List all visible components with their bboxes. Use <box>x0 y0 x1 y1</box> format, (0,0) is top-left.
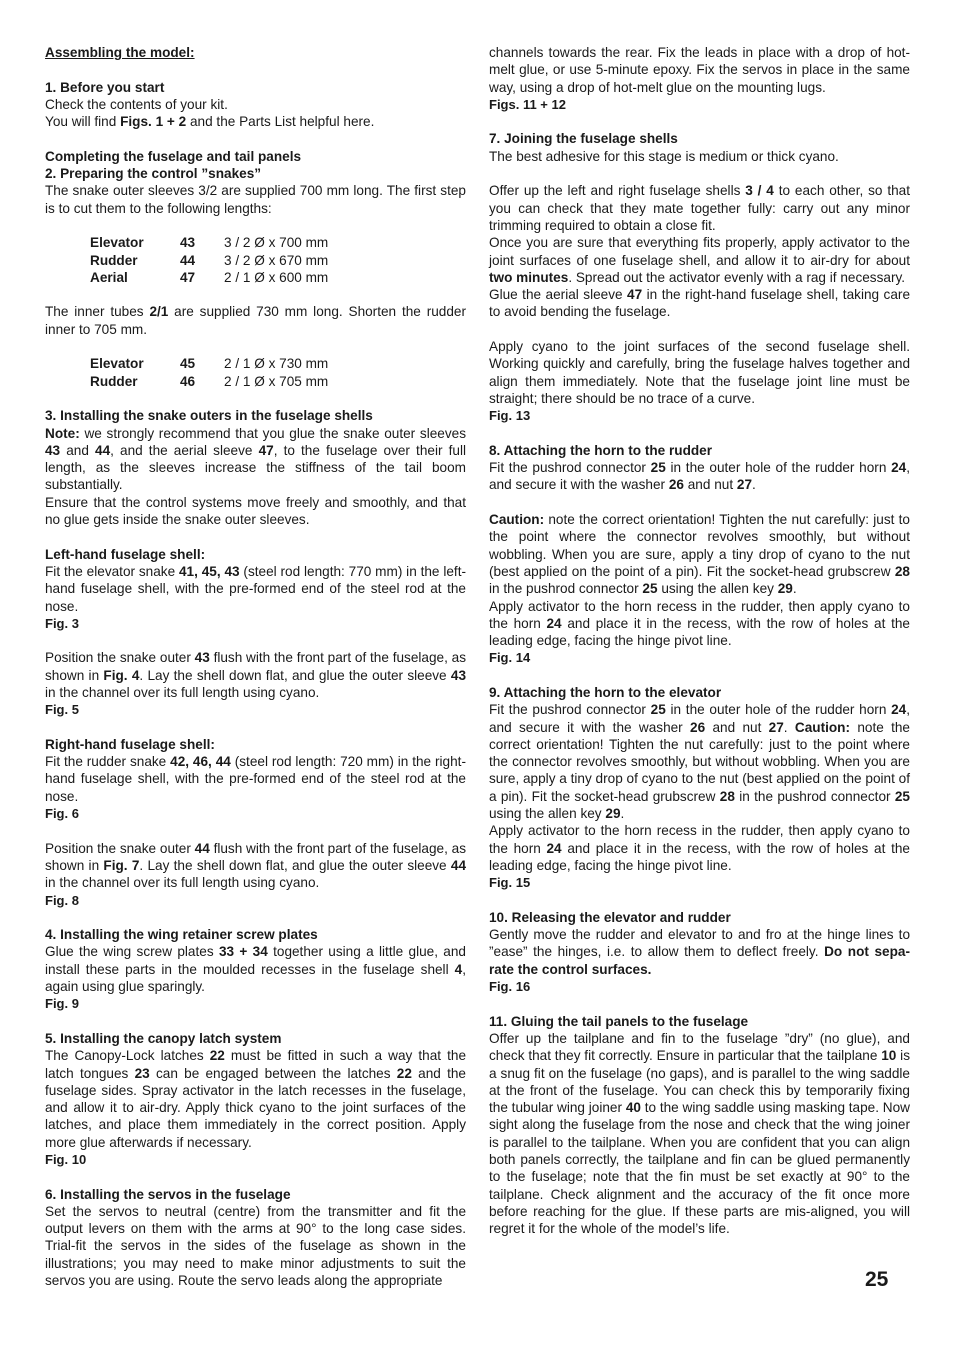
left-shell-heading: Left-hand fuselage shell: <box>45 546 206 562</box>
section-9-heading: 9. Attaching the horn to the elevator <box>489 684 722 700</box>
figure-reference: Fig. 10 <box>45 1152 87 1167</box>
figure-reference: Fig. 13 <box>489 408 531 424</box>
section-6-heading: 6. Installing the servos in the fuselage <box>45 1186 291 1202</box>
paragraph: The best adhesive for this stage is medium or thick cyano. <box>489 148 839 164</box>
paragraph: Caution: note the correct orientation! Tighten the nut carefully: just to the point where the connector revolves smoothly, but without wobbling. When you are sure, apply a tiny drop of cyano to the nut (best applied on the point of a pin). Fit the socket-head grubscrew 28 in the pushrod connector 25 using the allen key 29. <box>489 512 910 597</box>
paragraph: Gently move the rudder and elevator to and fro at the hinge lines to ”ease” the hinges, i.e. to allow them to deflect freely. Do not sepa-rate the control surfaces. <box>489 927 910 977</box>
page-number: 25 <box>865 1268 889 1291</box>
section-8-heading: 8. Attaching the horn to the rudder <box>489 442 713 458</box>
figure-reference: Figs. 11 + 12 <box>489 96 566 112</box>
section-heading: Completing the fuselage and tail panels <box>45 148 302 164</box>
figure-reference: Fig. 9 <box>45 996 79 1012</box>
section-10-heading: 10. Releasing the elevator and rudder <box>489 909 731 925</box>
outer-sleeve-table <box>90 234 328 286</box>
left-column <box>45 44 466 1289</box>
paragraph: Glue the aerial sleeve 47 in the right-hand fuselage shell, taking care to avoid bending the fuselage. <box>489 287 910 320</box>
figure-reference: Fig. 6 <box>45 806 79 822</box>
figure-reference: Fig. 15 <box>489 875 531 891</box>
figure-reference: Fig. 5 <box>45 702 79 718</box>
paragraph: Fit the pushrod connector 25 in the outer hole of the rudder horn 24, and secure it with the washer 26 and nut 27. <box>489 460 910 493</box>
right-column <box>489 44 910 1237</box>
paragraph: Ensure that the control systems move freely and smoothly, and that no glue gets inside the snake outer sleeves. <box>45 494 466 528</box>
paragraph: channels towards the rear. Fix the leads in place with a drop of hot-melt glue, or use 5-minute epoxy. Fix the servos in place in the same way, using a drop of hot-melt glue on the mounting lugs. <box>489 45 910 95</box>
paragraph: Fit the pushrod connector 25 in the outer hole of the rudder horn 24, and secure it with the washer 26 and nut 27. Caution: note the correct orientation! Tighten the nut carefully: just to the point where the connector revolves smoothly, but without wobbling. When you are sure, apply a tiny drop of cyano to the nut (best applied on the point of a pin). Fit the socket-head grubscrew 28 in the pushrod connector 25 using the allen key 29. <box>489 702 910 822</box>
paragraph: Offer up the left and right fuselage shells 3 / 4 to each other, so that you can check that they mate together fully: carry out any minor trimming required to obtain a close fit. <box>489 183 910 233</box>
section-5-heading: 5. Installing the canopy latch system <box>45 1030 282 1046</box>
paragraph: Set the servos to neutral (centre) from the transmitter and fit the output levers on them with the arms at 90° to the long case sides. Trial-fit the servos in the sides of the fuselage as shown in the illustrations; you may need to make minor adjustments to suit the servos you are using. Route the servo leads along the appropriate <box>45 1203 466 1289</box>
table-row: Aerial 47 2 / 1 Ø x 600 mm <box>90 269 329 285</box>
paragraph: Once you are sure that everything fits properly, apply activator to the joint surfaces of one fuselage shell, and allow it to air-dry for about two minutes. Spread out the activator evenly with a rag if necessary. <box>489 235 910 285</box>
section-1-heading: 1. Before you start <box>45 79 165 95</box>
document-title: Assembling the model: <box>45 45 195 60</box>
figure-reference: Fig. 8 <box>45 892 79 908</box>
table-row: Elevator 43 3 / 2 Ø x 700 mm <box>90 235 329 251</box>
paragraph: Apply activator to the horn recess in the rudder, then apply cyano to the horn 24 and place it in the recess, with the row of holes at the leading edge, facing the hinge pivot line. <box>489 598 910 649</box>
section-3-heading: 3. Installing the snake outers in the fuselage shells <box>45 408 373 424</box>
section-2-heading: 2. Preparing the control ”snakes” <box>45 166 262 182</box>
paragraph: Fit the rudder snake 42, 46, 44 (steel rod length: 720 mm) in the right-hand fuselage shell, with the pre-formed end of the steel rod at the nose. <box>45 754 466 804</box>
figure-reference: Fig. 16 <box>489 979 531 995</box>
paragraph: Glue the wing screw plates 33 + 34 together using a little glue, and install these parts in the moulded recesses in the fuselage shell 4, again using glue sparingly. <box>45 944 466 995</box>
section-11-heading: 11. Gluing the tail panels to the fuselage <box>489 1013 749 1029</box>
paragraph: Offer up the tailplane and fin to the fuselage ”dry” (no glue), and check that they fit correctly. Ensure in particular that the tailplane 10 is a snug fit on the fuselage (no gaps), and is parallel to the wing saddle at the front of the fuselage. You can check this by temporarily fixing the tubular wing joiner 40 to the wing saddle using masking tape. Now sight along the fuselage from the nose and check that the wing joiner is parallel to the tailplane. When you are confident that you can align both panels correctly, the tailplane and fin can be glued permanently to the fuselage; note that the fin must be set exactly at 90° to the tailplane. Check alignment and the accuracy of the fit once more before reaching for the glue. If these parts are mis-aligned, you will regret it for the whole of the model’s life. <box>489 1030 910 1237</box>
paragraph: The Canopy-Lock latches 22 must be fitted in such a way that the latch tongues 23 can be engaged between the latches 22 and the fuselage sides. Spray activator in the latch recesses in the fuselage, and allow it to air-dry. Apply thick cyano to the joint surfaces of the latches, and place them immediately in the correct position. Apply more glue afterwards if necessary. <box>45 1048 466 1150</box>
figure-reference: Fig. 14 <box>489 650 531 666</box>
paragraph: You will find Figs. 1 + 2 and the Parts List helpful here. <box>45 114 375 130</box>
paragraph: Position the snake outer 43 flush with the front part of the fuselage, as shown in Fig. 4. Lay the shell down flat, and glue the outer sleeve 43 in the channel over its full length using cyano. <box>45 650 467 700</box>
paragraph: Apply activator to the horn recess in the rudder, then apply cyano to the horn 24 and place it in the recess, with the row of holes at the leading edge, facing the hinge pivot line. <box>489 823 910 873</box>
paragraph: The inner tubes 2/1 are supplied 730 mm long. Shorten the rudder inner to 705 mm. <box>45 304 466 337</box>
paragraph: Fit the elevator snake 41, 45, 43 (steel rod length: 770 mm) in the left-hand fuselage shell, with the pre-formed end of the steel rod at the nose. <box>45 563 466 614</box>
paragraph: Check the contents of your kit. <box>45 96 228 112</box>
section-7-heading: 7. Joining the fuselage shells <box>489 131 678 147</box>
figure-reference: Fig. 3 <box>45 615 79 631</box>
table-row: Rudder 46 2 / 1 Ø x 705 mm <box>90 373 329 389</box>
paragraph: Apply cyano to the joint surfaces of the second fuselage shell. Working quickly and carefully, bring the fuselage halves together and align them immediately. Note that the fuselage joint line must be straight; there should be no trace of a curve. <box>489 339 910 406</box>
paragraph: Position the snake outer 44 flush with the front part of the fuselage, as shown in Fig. 7. Lay the shell down flat, and glue the outer sleeve 44 in the channel over its full length using cyano. <box>45 840 467 891</box>
table-row: Rudder 44 3 / 2 Ø x 670 mm <box>90 252 329 268</box>
section-4-heading: 4. Installing the wing retainer screw plates <box>45 927 318 943</box>
paragraph: Note: we strongly recommend that you glue the snake outer sleeves 43 and 44, and the aerial sleeve 47, to the fuselage over their full length, as the sleeves increase the stiffness of the tail boom substantially. <box>45 425 466 493</box>
paragraph: The snake outer sleeves 3/2 are supplied 700 mm long. The first step is to cut them to the following lengths: <box>45 183 466 216</box>
inner-tube-table <box>90 355 328 390</box>
right-shell-heading: Right-hand fuselage shell: <box>45 736 215 752</box>
table-row: Elevator 45 2 / 1 Ø x 730 mm <box>90 356 329 372</box>
